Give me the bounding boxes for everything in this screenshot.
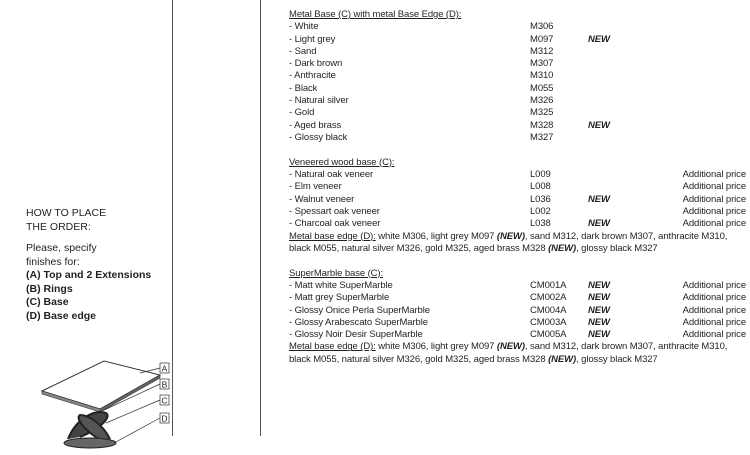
finish-name: - Dark brown <box>289 58 343 70</box>
new-badge: (NEW) <box>548 353 577 365</box>
base-edge-shape <box>64 438 116 448</box>
base-edge-text: white M306, light grey M097 <box>375 230 497 242</box>
finish-code: M328 <box>530 119 554 131</box>
finish-row <box>289 305 749 317</box>
left-divider-line <box>172 0 173 436</box>
price-note: Additional price <box>682 329 746 341</box>
order-title-line2: THE ORDER: <box>26 220 91 233</box>
new-badge: NEW <box>588 292 610 304</box>
price-note: Additional price <box>682 218 746 230</box>
finish-name: - Aged brass <box>289 119 342 131</box>
new-badge: NEW <box>588 218 610 230</box>
finish-code: M055 <box>530 82 554 94</box>
finish-row <box>289 194 749 206</box>
finish-name: - White <box>289 21 319 33</box>
finish-code: M306 <box>530 21 554 33</box>
new-badge: NEW <box>588 316 610 328</box>
veneer-base-section <box>289 157 749 255</box>
finish-code: L038 <box>530 218 551 230</box>
finish-code: CM004A <box>530 304 567 316</box>
finish-name: - Anthracite <box>289 70 336 82</box>
price-note: Additional price <box>682 304 746 316</box>
finish-name: - Natural silver <box>289 95 349 107</box>
price-note: Additional price <box>682 316 746 328</box>
veneer-base-edge-note <box>289 231 749 256</box>
finish-row <box>289 218 749 230</box>
new-badge: NEW <box>588 329 610 341</box>
base-edge-label: Metal base edge (D): <box>289 230 376 242</box>
finish-name: - Matt grey SuperMarble <box>289 292 390 304</box>
finish-name: - Matt white SuperMarble <box>289 279 393 291</box>
finish-code: L002 <box>530 205 551 217</box>
price-note: Additional price <box>682 292 746 304</box>
order-item-top: (A) Top and 2 Extensions <box>26 269 152 281</box>
new-badge: (NEW) <box>496 230 525 242</box>
leader-line-d <box>114 418 160 443</box>
finish-row <box>289 34 749 46</box>
finish-row <box>289 70 749 82</box>
finish-row <box>289 107 749 119</box>
new-badge: NEW <box>588 304 610 316</box>
finish-row <box>289 21 749 33</box>
finish-row <box>289 83 749 95</box>
price-note: Additional price <box>682 279 746 291</box>
finish-code: M310 <box>530 70 554 82</box>
finish-name: - Glossy black <box>289 131 348 143</box>
supermarble-base-edge-note <box>289 341 749 366</box>
finish-name: - Natural oak veneer <box>289 169 374 181</box>
base-edge-text: black M055, natural silver M326, gold M325, aged brass M328 <box>289 353 549 365</box>
finish-name: - Glossy Onice Perla SuperMarble <box>289 304 430 316</box>
price-note: Additional price <box>682 169 746 181</box>
finish-row <box>289 132 749 144</box>
finish-name: - Light grey <box>289 33 336 45</box>
new-badge: NEW <box>588 119 610 131</box>
finish-row <box>289 181 749 193</box>
price-note: Additional price <box>682 205 746 217</box>
veneer-base-heading: Veneered wood base (C): <box>289 156 395 168</box>
finish-code: M326 <box>530 95 554 107</box>
new-badge: (NEW) <box>496 341 525 353</box>
price-note: Additional price <box>682 181 746 193</box>
finish-row <box>289 46 749 58</box>
new-badge: NEW <box>588 33 610 45</box>
base-edge-text: white M306, light grey M097 <box>375 341 497 353</box>
finish-row <box>289 120 749 132</box>
finish-row <box>289 329 749 341</box>
finish-name: - Glossy Arabescato SuperMarble <box>289 316 428 328</box>
base-edge-text: , sand M312, dark brown M307, anthracite M310, <box>524 230 728 242</box>
base-edge-text: black M055, natural silver M326, gold M325, aged brass M328 <box>289 242 549 254</box>
finish-name: - Gold <box>289 107 315 119</box>
finish-row <box>289 280 749 292</box>
label-a: A <box>161 363 168 374</box>
metal-base-section <box>289 9 749 144</box>
finish-code: CM003A <box>530 316 567 328</box>
finish-code: CM001A <box>530 279 567 291</box>
finish-row <box>289 206 749 218</box>
finish-name: - Sand <box>289 45 317 57</box>
finish-code: M307 <box>530 58 554 70</box>
label-c: C <box>161 395 168 406</box>
base-edge-text: , sand M312, dark brown M307, anthracite M310, <box>524 341 728 353</box>
right-divider-line <box>260 0 261 436</box>
supermarble-base-section <box>289 268 749 366</box>
finish-row <box>289 58 749 70</box>
metal-base-heading: Metal Base (C) with metal Base Edge (D): <box>289 9 462 20</box>
supermarble-base-heading: SuperMarble base (C): <box>289 267 383 279</box>
finish-name: - Elm veneer <box>289 181 342 193</box>
table-diagram <box>40 357 170 455</box>
finish-name: - Charcoal oak veneer <box>289 218 381 230</box>
order-item-base-edge: (D) Base edge <box>26 309 97 322</box>
label-d: D <box>161 413 168 424</box>
order-please-line1: Please, specify <box>26 242 97 254</box>
finishes-content <box>289 9 749 379</box>
finish-row <box>289 169 749 181</box>
finish-name: - Glossy Noir Desir SuperMarble <box>289 329 423 341</box>
finish-code: CM005A <box>530 329 567 341</box>
finish-code: M312 <box>530 45 554 57</box>
finish-code: M325 <box>530 107 554 119</box>
finish-name: - Black <box>289 82 318 94</box>
label-b: B <box>161 379 168 390</box>
finish-code: L008 <box>530 181 551 193</box>
finish-code: CM002A <box>530 292 567 304</box>
order-instructions <box>26 207 151 323</box>
base-edge-text: , glossy black M327 <box>576 242 658 254</box>
finish-name: - Spessart oak veneer <box>289 205 380 217</box>
order-instructions-panel <box>0 0 172 436</box>
order-item-rings: (B) Rings <box>26 282 73 295</box>
price-note: Additional price <box>682 193 746 205</box>
finish-code: L036 <box>530 193 551 205</box>
finish-code: M097 <box>530 33 554 45</box>
order-item-base: (C) Base <box>26 296 69 308</box>
finish-row <box>289 292 749 304</box>
new-badge: (NEW) <box>548 242 577 254</box>
finish-name: - Walnut veneer <box>289 193 355 205</box>
finish-row <box>289 95 749 107</box>
order-title-line1: HOW TO PLACE <box>26 207 107 219</box>
base-edge-label: Metal base edge (D): <box>289 341 376 353</box>
finish-code: L009 <box>530 169 551 181</box>
new-badge: NEW <box>588 193 610 205</box>
order-please-line2: finishes for: <box>26 255 80 268</box>
base-edge-text: , glossy black M327 <box>576 353 658 365</box>
finish-row <box>289 317 749 329</box>
new-badge: NEW <box>588 279 610 291</box>
finish-code: M327 <box>530 131 554 143</box>
